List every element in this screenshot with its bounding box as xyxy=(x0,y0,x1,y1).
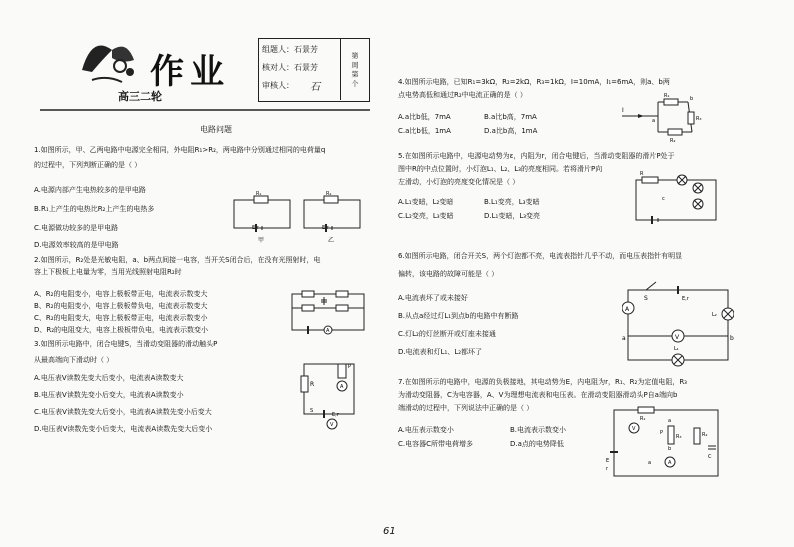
q7-option-b: B.电流表示数变小 xyxy=(510,426,567,434)
svg-text:a: a xyxy=(652,118,656,124)
svg-text:S: S xyxy=(644,295,648,302)
svg-text:R₂: R₂ xyxy=(670,138,676,144)
q7-stem-line3: 端滑动的过程中，下列说法中正确的是（ ） xyxy=(398,404,534,412)
q6-stem-line1: 6.如图所示电路，闭合开关S，两个灯泡都不亮，电流表指针几乎不动，而电压表指针有明显 xyxy=(398,252,683,260)
q2-option-b: B、R₂的电阻变小，电容上极板带负电，电流表示数变大 xyxy=(34,302,208,310)
q1-fig-jia: 甲 xyxy=(258,237,265,244)
page-title: 作业 xyxy=(150,52,230,92)
q4-stem-line1: 4.如图所示电路，已知R₁=3kΩ，R₂=2kΩ，R₃=1kΩ，I=10mA，I₁=6mA，则a、b两 xyxy=(398,78,670,86)
q3-stem-line1: 3.如图所示电路中，闭合电键S，当滑动变阻器的滑动触头P xyxy=(34,340,218,348)
signature: 石 xyxy=(310,82,320,93)
q2-circuit xyxy=(288,288,370,336)
q2-stem-line1: 2.如图所示，R₂处是光敏电阻，a、b两点间接一电容，当开关S闭合后，在没有光照射时，电 xyxy=(34,256,321,264)
q1-option-b: B.R₁上产生的电热比R₂上产生的电热多 xyxy=(34,205,155,213)
svg-text:E,r: E,r xyxy=(332,412,339,418)
q2-option-d: D、R₂的电阻变大，电容上极板带负电，电流表示数变小 xyxy=(34,326,209,334)
svg-text:b: b xyxy=(690,96,694,102)
q4-stem-line2: 点电势高低和通过R₂中电流正确的是（ ） xyxy=(398,91,527,99)
q6-option-a: A.电流表坏了或未接好 xyxy=(398,294,468,302)
q3-option-a: A.电压表V读数先变大后变小，电流表A读数变大 xyxy=(34,374,184,382)
q3-stem-line2: 从最高端向下滑动时（ ） xyxy=(34,356,114,364)
q7-circuit xyxy=(604,404,728,484)
q1-circuit-jia xyxy=(232,190,294,242)
q1-fig-r2: R₂ xyxy=(326,191,332,197)
svg-text:a: a xyxy=(668,418,672,424)
q5-option-a: A.L₁变暗，L₂变暗 xyxy=(398,198,454,206)
butterfly-logo-icon xyxy=(72,30,152,88)
header-row-checker: 核对人：石景芳 xyxy=(262,63,318,72)
q5-option-d: D.L₁变暗，L₃变亮 xyxy=(484,212,541,220)
svg-text:R₁: R₁ xyxy=(664,93,670,99)
q3-option-d: D.电压表V读数先变小后变大，电流表A读数先变大后变小 xyxy=(34,425,213,433)
svg-text:A: A xyxy=(340,384,344,390)
q2-option-a: A、R₂的电阻变小，电容上极板带正电，电流表示数变大 xyxy=(34,290,208,298)
q7-option-d: D.a点的电势降低 xyxy=(510,440,564,448)
svg-text:P: P xyxy=(348,364,352,370)
week-label: 第 周 第 个 xyxy=(340,38,369,100)
q2-stem-line2: 容上下极板上电量为零，当用光线照射电阻R₂时 xyxy=(34,268,182,276)
svg-text:A: A xyxy=(625,306,630,313)
header-row-reviewer: 审核人： xyxy=(262,81,294,90)
svg-text:E: E xyxy=(606,458,610,464)
svg-text:R₃: R₃ xyxy=(676,434,682,440)
q1-fig-yi: 乙 xyxy=(328,237,335,244)
svg-text:R₂: R₂ xyxy=(702,432,708,438)
q5-option-c: C.L₂变亮，L₃变暗 xyxy=(398,212,454,220)
svg-text:b: b xyxy=(730,335,734,342)
q3-circuit xyxy=(298,356,368,430)
q7-stem-line1: 7.在如图所示的电路中，电源的负极接地，其电动势为E，内电阻为r，R₁、R₂为定值电阻，R₃ xyxy=(398,378,687,386)
svg-text:R: R xyxy=(310,381,315,388)
q3-option-c: C.电压表V读数先变大后变小，电流表A读数先变小后变大 xyxy=(34,408,212,416)
q4-option-b: B.a比b高，7mA xyxy=(484,113,537,121)
header-row-author: 组题人：石景芳 xyxy=(262,45,318,54)
svg-text:C: C xyxy=(708,454,712,460)
q6-option-b: B.从点a经过灯L₁到点b的电路中有断路 xyxy=(398,312,519,320)
q5-stem-line3: 左滑动，小灯泡的亮度变化情况是（ ） xyxy=(398,178,520,186)
q7-option-a: A.电压表示数变小 xyxy=(398,426,454,434)
q6-circuit xyxy=(622,276,734,368)
q2-option-c: C、R₂的电阻变大，电容上极板带正电，电流表示数变小 xyxy=(34,314,208,322)
q5-stem-line2: 图中R的中点位置时，小灯泡L₁、L₂、L₃的亮度相同。若将滑片P向 xyxy=(398,165,603,173)
q1-option-a: A.电源内部产生电热较多的是甲电路 xyxy=(34,186,146,194)
q1-option-d: D.电源效率较高的是甲电路 xyxy=(34,241,119,249)
svg-text:R₁: R₁ xyxy=(640,416,646,422)
q1-option-c: C.电源做功较多的是甲电路 xyxy=(34,224,119,232)
q1-circuit-yi xyxy=(302,190,364,242)
q1-fig-er2: E,r xyxy=(322,225,329,231)
q7-stem-line2: 为滑动变阻器，C为电容器，A、V为理想电流表和电压表。在滑动变阻器滑动头P自a端向b xyxy=(398,391,678,399)
svg-text:r: r xyxy=(606,466,609,472)
svg-text:L₂: L₂ xyxy=(712,312,717,318)
svg-text:P: P xyxy=(660,430,664,436)
svg-text:I: I xyxy=(622,107,624,114)
q4-option-a: A.a比b低，7mA xyxy=(398,113,451,121)
svg-text:a: a xyxy=(648,460,652,466)
svg-text:R: R xyxy=(640,171,644,177)
svg-text:c: c xyxy=(662,196,665,202)
q3-option-b: B.电压表V读数先变小后变大，电流表A读数变小 xyxy=(34,391,184,399)
header-rule xyxy=(40,108,370,114)
q4-option-d: D.a比b高，1mA xyxy=(484,127,538,135)
q1-fig-r1: R₁ xyxy=(256,191,262,197)
svg-text:V: V xyxy=(330,422,334,428)
q1-fig-er1: E,r xyxy=(252,225,259,231)
q1-stem-line1: 1.如图所示，甲、乙两电路中电源完全相同，外电阻R₁>R₂，两电路中分别通过相同的电荷量q xyxy=(34,146,326,154)
svg-text:L₁: L₁ xyxy=(674,346,679,352)
page-subtitle: 高三二轮 xyxy=(118,90,162,103)
svg-text:A: A xyxy=(668,460,672,466)
q4-circuit xyxy=(618,92,728,144)
section-title: 电路问题 xyxy=(200,125,232,134)
q6-option-c: C.灯L₂的灯丝断开或灯座未接通 xyxy=(398,330,496,338)
svg-text:a: a xyxy=(622,335,626,342)
q5-option-b: B.L₁变亮，L₃变暗 xyxy=(484,198,540,206)
q5-circuit xyxy=(632,170,724,232)
svg-text:A: A xyxy=(326,328,330,334)
q6-option-d: D.电流表和灯L₁、L₂都坏了 xyxy=(398,348,483,356)
q6-stem-line2: 偏转，该电路的故障可能是（ ） xyxy=(398,270,499,278)
svg-text:R₃: R₃ xyxy=(696,116,702,122)
svg-text:V: V xyxy=(675,334,680,341)
svg-text:S: S xyxy=(310,408,314,414)
svg-text:b: b xyxy=(668,446,672,452)
q4-option-c: C.a比b低，1mA xyxy=(398,127,451,135)
q5-stem-line1: 5.在如图所示电路中，电源电动势为ε，内阻为r，闭合电键后，当滑动变阻器的滑片P处于 xyxy=(398,152,675,160)
svg-text:E,r: E,r xyxy=(682,296,689,302)
page-number: 61 xyxy=(383,526,396,537)
svg-text:V: V xyxy=(632,426,636,432)
q7-option-c: C.电容器C所带电荷增多 xyxy=(398,440,474,448)
q1-stem-line2: 的过程中，下列判断正确的是（ ） xyxy=(34,161,142,169)
